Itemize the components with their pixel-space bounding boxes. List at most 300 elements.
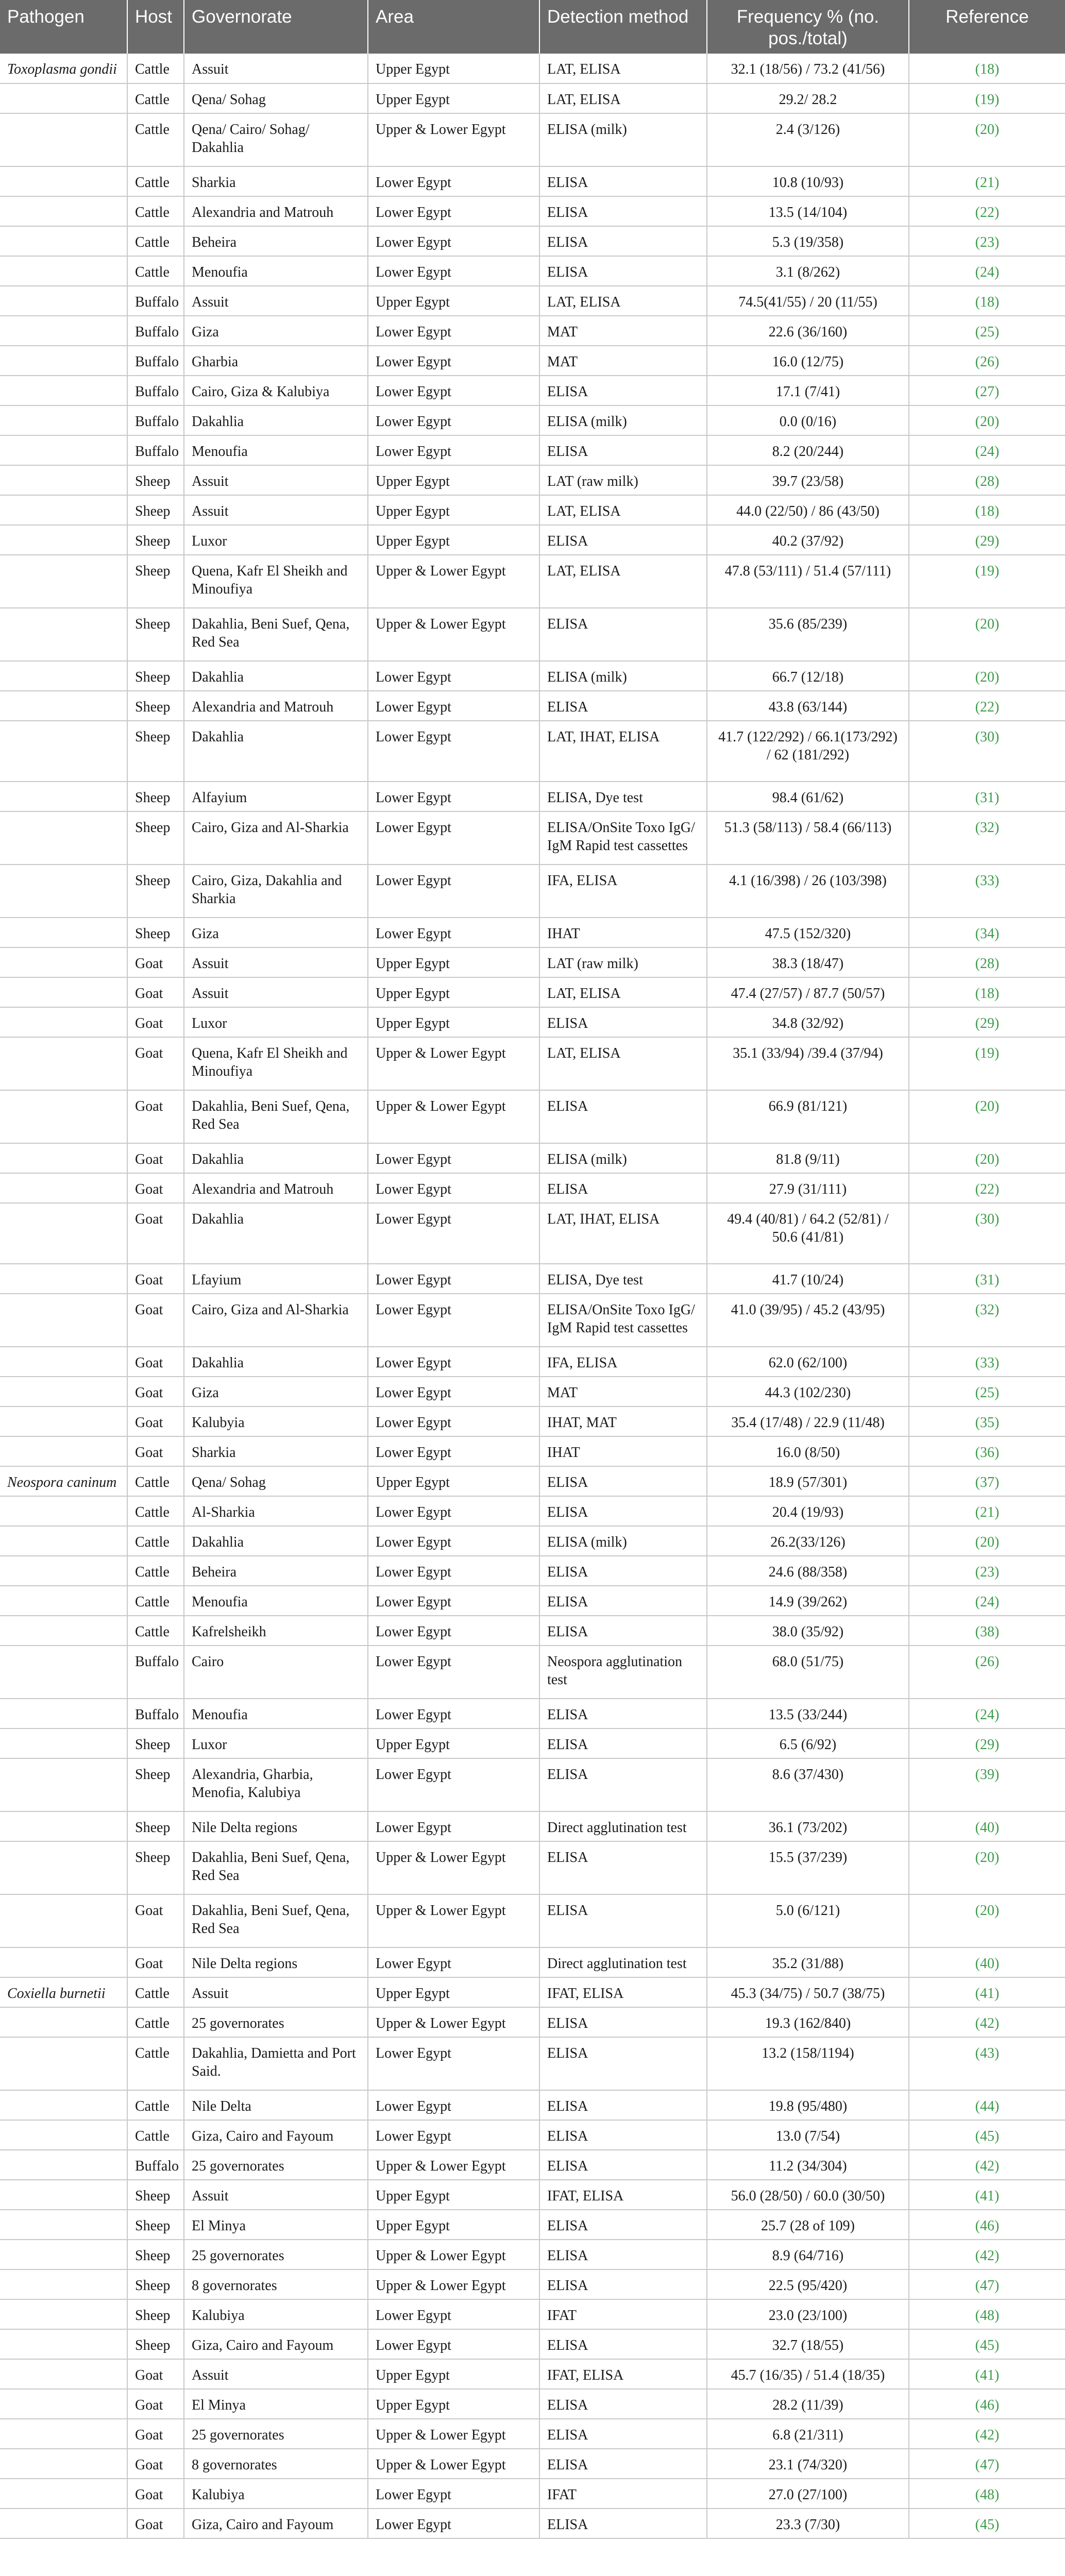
cell-governorate: Giza, Cairo and Fayoum [184,2329,368,2359]
cell-frequency: 35.2 (31/88) [707,1947,909,1977]
cell-host: Cattle [127,2037,184,2090]
table-row [0,1947,1065,1977]
table-row [0,918,1065,947]
cell-frequency: 8.9 (64/716) [707,2240,909,2269]
cell-pathogen [0,691,127,721]
cell-pathogen [0,2389,127,2419]
cell-reference[interactable]: (46) [909,2210,1065,2240]
cell-reference[interactable]: (24) [909,256,1065,286]
cell-pathogen [0,2180,127,2210]
cell-reference[interactable]: (45) [909,2329,1065,2359]
table-row [0,2090,1065,2120]
cell-area: Lower Egypt [368,661,539,691]
cell-reference[interactable]: (21) [909,166,1065,196]
cell-reference[interactable]: (44) [909,2090,1065,2120]
cell-detection-method: IFA, ELISA [539,1347,707,1377]
table-row [0,465,1065,495]
cell-area: Lower Egypt [368,1526,539,1556]
cell-frequency: 3.1 (8/262) [707,256,909,286]
cell-area: Lower Egypt [368,1947,539,1977]
cell-reference[interactable]: (28) [909,947,1065,977]
table-row [0,2329,1065,2359]
cell-reference[interactable]: (47) [909,2269,1065,2299]
cell-governorate: Assuit [184,947,368,977]
cell-reference[interactable]: (20) [909,405,1065,435]
cell-frequency: 5.3 (19/358) [707,226,909,256]
cell-reference[interactable]: (29) [909,1728,1065,1758]
cell-governorate: Kafrelsheikh [184,1616,368,1646]
cell-reference[interactable]: (36) [909,1436,1065,1466]
table-row [0,226,1065,256]
cell-reference[interactable]: (24) [909,1586,1065,1616]
cell-pathogen [0,1586,127,1616]
cell-pathogen [0,2240,127,2269]
cell-reference[interactable]: (19) [909,1037,1065,1090]
table-row [0,2359,1065,2389]
cell-area: Lower Egypt [368,1496,539,1526]
cell-frequency: 68.0 (51/75) [707,1646,909,1699]
cell-governorate: Luxor [184,1728,368,1758]
cell-reference[interactable]: (45) [909,2509,1065,2538]
cell-reference[interactable]: (21) [909,1496,1065,1526]
cell-area: Upper Egypt [368,2180,539,2210]
cell-host: Goat [127,1347,184,1377]
table-row [0,2037,1065,2090]
cell-pathogen [0,226,127,256]
cell-reference[interactable]: (23) [909,226,1065,256]
table-row [0,2007,1065,2037]
cell-frequency: 4.1 (16/398) / 26 (103/398) [707,865,909,918]
cell-pathogen [0,1173,127,1203]
cell-pathogen [0,2419,127,2449]
cell-frequency: 81.8 (9/11) [707,1143,909,1173]
cell-frequency: 2.4 (3/126) [707,113,909,166]
cell-reference[interactable]: (20) [909,1841,1065,1894]
cell-host: Goat [127,2419,184,2449]
cell-host: Buffalo [127,286,184,316]
cell-host: Cattle [127,2007,184,2037]
cell-frequency: 23.0 (23/100) [707,2299,909,2329]
cell-host: Sheep [127,495,184,525]
cell-reference[interactable]: (42) [909,2150,1065,2180]
cell-area: Upper Egypt [368,2359,539,2389]
cell-detection-method: IFAT [539,2299,707,2329]
cell-area: Lower Egypt [368,2090,539,2120]
cell-detection-method: Direct agglutination test [539,1811,707,1841]
cell-reference[interactable]: (42) [909,2007,1065,2037]
cell-detection-method: MAT [539,346,707,376]
cell-reference[interactable]: (30) [909,1203,1065,1264]
cell-reference[interactable]: (26) [909,346,1065,376]
cell-governorate: Assuit [184,286,368,316]
cell-host: Sheep [127,608,184,661]
cell-pathogen [0,256,127,286]
cell-area: Lower Egypt [368,918,539,947]
cell-detection-method: ELISA [539,1007,707,1037]
cell-frequency: 26.2(33/126) [707,1526,909,1556]
cell-reference[interactable]: (20) [909,661,1065,691]
cell-pathogen [0,525,127,555]
cell-reference[interactable]: (29) [909,525,1065,555]
cell-area: Upper Egypt [368,465,539,495]
cell-frequency: 41.7 (10/24) [707,1264,909,1294]
cell-pathogen [0,1556,127,1586]
cell-host: Sheep [127,691,184,721]
cell-detection-method: ELISA [539,1090,707,1143]
cell-reference[interactable]: (32) [909,811,1065,865]
cell-governorate: Dakahlia [184,661,368,691]
cell-reference[interactable]: (24) [909,1699,1065,1728]
cell-reference[interactable]: (27) [909,376,1065,405]
cell-governorate: Quena, Kafr El Sheikh and Minoufiya [184,1037,368,1090]
cell-reference[interactable]: (31) [909,1264,1065,1294]
cell-reference[interactable]: (34) [909,918,1065,947]
cell-reference[interactable]: (48) [909,2479,1065,2509]
cell-area: Lower Egypt [368,1264,539,1294]
cell-detection-method: LAT, ELISA [539,286,707,316]
cell-detection-method: ELISA, Dye test [539,782,707,811]
cell-host: Sheep [127,721,184,782]
cell-area: Upper Egypt [368,495,539,525]
cell-pathogen [0,977,127,1007]
cell-reference[interactable]: (38) [909,1616,1065,1646]
cell-frequency: 6.5 (6/92) [707,1728,909,1758]
cell-frequency: 41.0 (39/95) / 45.2 (43/95) [707,1294,909,1347]
cell-reference[interactable]: (22) [909,196,1065,226]
cell-detection-method: ELISA [539,2007,707,2037]
cell-reference[interactable]: (48) [909,2299,1065,2329]
cell-detection-method: ELISA [539,2150,707,2180]
cell-detection-method: ELISA (milk) [539,113,707,166]
cell-reference[interactable]: (41) [909,2180,1065,2210]
table-row [0,782,1065,811]
cell-reference[interactable]: (28) [909,465,1065,495]
cell-reference[interactable]: (47) [909,2449,1065,2479]
cell-frequency: 24.6 (88/358) [707,1556,909,1586]
cell-reference[interactable]: (22) [909,1173,1065,1203]
cell-detection-method: MAT [539,1377,707,1406]
cell-host: Goat [127,977,184,1007]
cell-host: Sheep [127,465,184,495]
cell-reference[interactable]: (35) [909,1406,1065,1436]
cell-reference[interactable]: (31) [909,782,1065,811]
table-row [0,2479,1065,2509]
cell-governorate: Dakahlia [184,1347,368,1377]
cell-frequency: 35.4 (17/48) / 22.9 (11/48) [707,1406,909,1436]
cell-reference[interactable]: (18) [909,286,1065,316]
cell-reference[interactable]: (25) [909,1377,1065,1406]
cell-frequency: 17.1 (7/41) [707,376,909,405]
cell-reference[interactable]: (32) [909,1294,1065,1347]
column-header-pathogen: Pathogen [0,0,127,54]
table-row [0,54,1065,83]
cell-detection-method: ELISA (milk) [539,1526,707,1556]
cell-frequency: 32.7 (18/55) [707,2329,909,2359]
cell-area: Lower Egypt [368,2120,539,2150]
table-row [0,196,1065,226]
cell-detection-method: IFAT, ELISA [539,2359,707,2389]
cell-reference[interactable]: (20) [909,1894,1065,1947]
cell-governorate: Kalubiya [184,2299,368,2329]
cell-host: Cattle [127,226,184,256]
cell-reference[interactable]: (20) [909,1526,1065,1556]
cell-detection-method: ELISA/OnSite Toxo IgG/ IgM Rapid test cassettes [539,1294,707,1347]
cell-frequency: 8.2 (20/244) [707,435,909,465]
cell-host: Cattle [127,2090,184,2120]
cell-reference[interactable]: (25) [909,316,1065,346]
cell-reference[interactable]: (42) [909,2240,1065,2269]
cell-frequency: 10.8 (10/93) [707,166,909,196]
cell-area: Lower Egypt [368,865,539,918]
cell-host: Cattle [127,1466,184,1496]
cell-pathogen [0,1294,127,1347]
table-row [0,316,1065,346]
cell-reference[interactable]: (43) [909,2037,1065,2090]
cell-detection-method: ELISA [539,2389,707,2419]
cell-detection-method: ELISA [539,2509,707,2538]
table-row [0,947,1065,977]
cell-pathogen [0,2269,127,2299]
cell-host: Goat [127,2479,184,2509]
cell-area: Upper Egypt [368,83,539,113]
table-row [0,661,1065,691]
cell-detection-method: ELISA [539,2037,707,2090]
cell-pathogen [0,2509,127,2538]
cell-reference[interactable]: (40) [909,1947,1065,1977]
cell-reference[interactable]: (33) [909,865,1065,918]
cell-governorate: Assuit [184,1977,368,2007]
table-row [0,1646,1065,1699]
cell-host: Goat [127,1294,184,1347]
cell-reference[interactable]: (18) [909,495,1065,525]
cell-area: Upper Egypt [368,1728,539,1758]
cell-host: Buffalo [127,1699,184,1728]
cell-pathogen [0,1406,127,1436]
cell-reference[interactable]: (19) [909,555,1065,608]
cell-reference[interactable]: (39) [909,1758,1065,1811]
cell-governorate: Quena, Kafr El Sheikh and Minoufiya [184,555,368,608]
cell-detection-method: ELISA/OnSite Toxo IgG/ IgM Rapid test cassettes [539,811,707,865]
cell-area: Lower Egypt [368,166,539,196]
cell-detection-method: ELISA [539,2419,707,2449]
cell-governorate: Cairo, Giza and Al-Sharkia [184,1294,368,1347]
cell-host: Goat [127,947,184,977]
cell-pathogen [0,2210,127,2240]
cell-area: Lower Egypt [368,1377,539,1406]
cell-reference[interactable]: (20) [909,113,1065,166]
table-row [0,2509,1065,2538]
cell-reference[interactable]: (20) [909,1143,1065,1173]
table-row [0,1894,1065,1947]
table-row [0,1377,1065,1406]
cell-pathogen [0,1203,127,1264]
table-row [0,977,1065,1007]
cell-pathogen [0,947,127,977]
cell-pathogen [0,2120,127,2150]
cell-pathogen [0,1758,127,1811]
cell-pathogen [0,346,127,376]
cell-host: Goat [127,1894,184,1947]
cell-detection-method: ELISA [539,2120,707,2150]
cell-governorate: Dakahlia [184,1526,368,1556]
cell-detection-method: LAT, IHAT, ELISA [539,721,707,782]
cell-pathogen [0,1037,127,1090]
cell-pathogen [0,1811,127,1841]
cell-detection-method: ELISA [539,2269,707,2299]
table-row [0,1143,1065,1173]
table-row [0,2150,1065,2180]
cell-governorate: 8 governorates [184,2449,368,2479]
cell-detection-method: ELISA [539,2449,707,2479]
cell-host: Goat [127,2359,184,2389]
cell-area: Upper Egypt [368,1466,539,1496]
cell-pathogen [0,1646,127,1699]
cell-pathogen [0,166,127,196]
cell-reference[interactable]: (20) [909,1090,1065,1143]
cell-area: Lower Egypt [368,721,539,782]
table-row [0,1466,1065,1496]
table-row [0,1586,1065,1616]
table-row [0,2419,1065,2449]
cell-pathogen [0,1143,127,1173]
cell-reference[interactable]: (37) [909,1466,1065,1496]
table-header-row [0,0,1065,54]
cell-reference[interactable]: (42) [909,2419,1065,2449]
cell-governorate: Dakahlia [184,721,368,782]
cell-governorate: Menoufia [184,256,368,286]
cell-pathogen [0,2359,127,2389]
cell-reference[interactable]: (46) [909,2389,1065,2419]
cell-area: Lower Egypt [368,2509,539,2538]
cell-frequency: 8.6 (37/430) [707,1758,909,1811]
cell-detection-method: LAT (raw milk) [539,947,707,977]
cell-host: Goat [127,1264,184,1294]
cell-governorate: Assuit [184,54,368,83]
cell-reference[interactable]: (22) [909,691,1065,721]
cell-frequency: 15.5 (37/239) [707,1841,909,1894]
cell-frequency: 16.0 (12/75) [707,346,909,376]
cell-pathogen [0,1699,127,1728]
cell-reference[interactable]: (30) [909,721,1065,782]
cell-reference[interactable]: (33) [909,1347,1065,1377]
table-row [0,1496,1065,1526]
cell-reference[interactable]: (19) [909,83,1065,113]
cell-area: Lower Egypt [368,226,539,256]
cell-frequency: 11.2 (34/304) [707,2150,909,2180]
table-row [0,811,1065,865]
table-row [0,83,1065,113]
cell-detection-method: ELISA [539,1466,707,1496]
table-row [0,691,1065,721]
cell-pathogen [0,865,127,918]
cell-host: Goat [127,1947,184,1977]
cell-governorate: Kalubiya [184,2479,368,2509]
cell-pathogen [0,1090,127,1143]
cell-detection-method: ELISA [539,1728,707,1758]
cell-detection-method: ELISA [539,1616,707,1646]
cell-reference[interactable]: (18) [909,977,1065,1007]
cell-detection-method: ELISA [539,2329,707,2359]
cell-host: Goat [127,2449,184,2479]
cell-detection-method: ELISA [539,2240,707,2269]
cell-area: Lower Egypt [368,256,539,286]
cell-detection-method: IFAT [539,2479,707,2509]
cell-governorate: Alexandria and Matrouh [184,691,368,721]
cell-governorate: Qena/ Sohag [184,83,368,113]
cell-host: Cattle [127,1496,184,1526]
cell-host: Sheep [127,2210,184,2240]
cell-reference[interactable]: (26) [909,1646,1065,1699]
cell-reference[interactable]: (18) [909,54,1065,83]
cell-governorate: Gharbia [184,346,368,376]
cell-area: Lower Egypt [368,1699,539,1728]
cell-reference[interactable]: (40) [909,1811,1065,1841]
cell-area: Lower Egypt [368,2037,539,2090]
cell-host: Sheep [127,1841,184,1894]
cell-area: Lower Egypt [368,1616,539,1646]
cell-pathogen [0,608,127,661]
cell-reference[interactable]: (41) [909,2359,1065,2389]
table-row [0,1556,1065,1586]
cell-frequency: 22.5 (95/420) [707,2269,909,2299]
cell-pathogen [0,2329,127,2359]
cell-pathogen [0,435,127,465]
cell-host: Sheep [127,555,184,608]
cell-governorate: Sharkia [184,166,368,196]
table-row [0,113,1065,166]
cell-host: Sheep [127,2180,184,2210]
cell-detection-method: IFA, ELISA [539,865,707,918]
cell-area: Lower Egypt [368,1203,539,1264]
cell-reference[interactable]: (41) [909,1977,1065,2007]
cell-pathogen [0,1347,127,1377]
cell-reference[interactable]: (23) [909,1556,1065,1586]
cell-pathogen [0,286,127,316]
cell-detection-method: Neospora agglutination test [539,1646,707,1699]
cell-frequency: 40.2 (37/92) [707,525,909,555]
cell-area: Lower Egypt [368,1436,539,1466]
cell-area: Upper Egypt [368,977,539,1007]
cell-area: Upper & Lower Egypt [368,2007,539,2037]
cell-frequency: 25.7 (28 of 109) [707,2210,909,2240]
table-row [0,286,1065,316]
cell-frequency: 28.2 (11/39) [707,2389,909,2419]
table-row [0,1811,1065,1841]
table-row [0,1977,1065,2007]
cell-host: Sheep [127,2299,184,2329]
table-row [0,1007,1065,1037]
cell-pathogen [0,1377,127,1406]
cell-governorate: 8 governorates [184,2269,368,2299]
table-row [0,2269,1065,2299]
cell-governorate: Kalubyia [184,1406,368,1436]
cell-host: Buffalo [127,1646,184,1699]
table-row [0,1526,1065,1556]
cell-governorate: Giza [184,316,368,346]
cell-host: Sheep [127,525,184,555]
cell-pathogen [0,782,127,811]
cell-governorate: Giza, Cairo and Fayoum [184,2509,368,2538]
cell-reference[interactable]: (29) [909,1007,1065,1037]
table-row [0,2210,1065,2240]
cell-reference[interactable]: (24) [909,435,1065,465]
cell-area: Lower Egypt [368,1811,539,1841]
cell-governorate: Qena/ Sohag [184,1466,368,1496]
cell-reference[interactable]: (45) [909,2120,1065,2150]
cell-frequency: 23.1 (74/320) [707,2449,909,2479]
cell-reference[interactable]: (20) [909,608,1065,661]
cell-pathogen [0,1894,127,1947]
